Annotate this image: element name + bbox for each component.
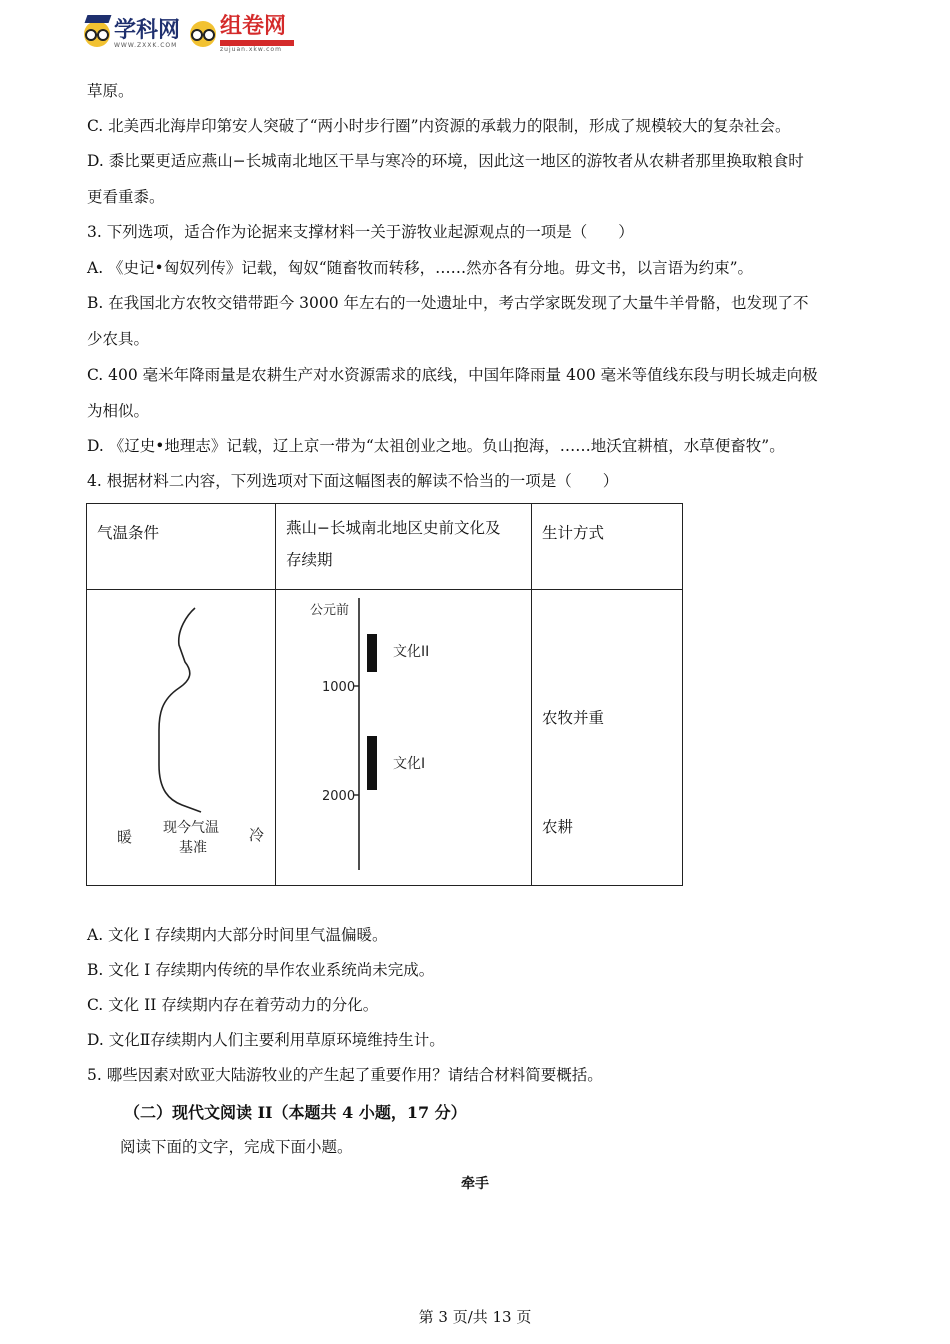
header-culture-line1: 燕山−长城南北地区史前文化及 (286, 519, 501, 537)
timeline-tick-2000-label: 2000 (322, 789, 356, 804)
temperature-curve (159, 608, 201, 812)
timeline-tick-1000-label: 1000 (322, 680, 356, 695)
timeline-top-label: 公元前 (310, 603, 350, 618)
cell-timeline-figure (276, 590, 532, 886)
logo-xuekewang-url: WWW.ZXXK.COM (114, 41, 178, 49)
graduation-cap-icon (85, 15, 112, 23)
temp-baseline-label-2: 基准 (179, 840, 207, 856)
q3-option-d: D. 《辽史•地理志》记载，辽上京一带为“太祖创业之地。负山抱海，……地沃宜耕植，水草便畜牧”。 (87, 437, 785, 455)
story-title: 牵手 (461, 1176, 489, 1192)
header-livelihood: 生计方式 (542, 524, 605, 542)
livelihood-upper: 农牧并重 (542, 709, 605, 727)
header-logo (84, 14, 294, 54)
culture-2-bar (367, 634, 377, 672)
page-number: 第 3 页/共 13 页 (418, 1308, 532, 1326)
reading-instruction: 阅读下面的文字，完成下面小题。 (120, 1138, 353, 1156)
q4-option-c: C. 文化 II 存续期内存在着劳动力的分化。 (87, 996, 379, 1014)
temp-cold-label: 冷 (249, 826, 265, 844)
logo-xuekewang (114, 17, 181, 49)
header-cell-livelihood (532, 504, 683, 590)
culture-1-bar (367, 736, 377, 790)
q3-option-a: A. 《史记•匈奴列传》记载，匈奴“随畜牧而转移，……然亦各有分地。毋文书，以言语为约束”。 (87, 259, 754, 277)
q3-option-b: B. 在我国北方农牧交错带距今 3000 年左右的一处遗址中，考古学家既发现了大量牛羊骨骼，也发现了不 (87, 294, 809, 312)
q4-option-d: D. 文化Ⅱ存续期内人们主要利用草原环境维持生计。 (87, 1031, 445, 1049)
text-line: 少农具。 (87, 330, 150, 348)
header-cell-culture (276, 504, 532, 590)
owl-mascot-icon (84, 21, 110, 47)
text-line: 更看重黍。 (87, 188, 165, 206)
question-3: 3. 下列选项，适合作为论据来支撑材料一关于游牧业起源观点的一项是（ ） (87, 223, 634, 241)
cell-temperature-figure (87, 590, 276, 886)
question-4: 4. 根据材料二内容，下列选项对下面这幅图表的解读不恰当的一项是（ ） (87, 472, 619, 490)
header-temperature: 气温条件 (97, 524, 160, 542)
section-title: （二）现代文阅读 II（本题共 4 小题，17 分） (124, 1103, 467, 1122)
header-culture-line2: 存续期 (286, 551, 333, 569)
logo-zujuanwang-url: zujuan.xkw.com (220, 45, 282, 53)
q4-option-b: B. 文化 I 存续期内传统的旱作农业系统尚未完成。 (87, 961, 435, 979)
timeline-figure (276, 590, 531, 885)
text-line: 为相似。 (87, 402, 150, 420)
livelihood-lower: 农耕 (542, 818, 574, 836)
q3-option-c: C. 400 毫米年降雨量是农耕生产对水资源需求的底线，中国年降雨量 400 毫米等值线东段与明长城走向极 (87, 366, 818, 384)
header-cell-temperature (87, 504, 276, 590)
temperature-curve-figure (87, 590, 275, 885)
logo-zujuanwang-text: 组卷网 (220, 13, 287, 39)
option-d-prev: D. 黍比粟更适应燕山−长城南北地区干旱与寒冷的环境，因此这一地区的游牧者从农耕者那里换取粮食时 (87, 152, 804, 170)
chart-table (86, 503, 683, 886)
kid-mascot-icon (190, 21, 216, 47)
culture-1-label: 文化I (393, 756, 426, 772)
culture-2-label: 文化II (393, 644, 430, 660)
question-5: 5. 哪些因素对欧亚大陆游牧业的产生起了重要作用？请结合材料简要概括。 (87, 1066, 603, 1084)
cell-livelihood (532, 590, 683, 886)
text-line: 草原。 (87, 82, 134, 100)
temp-warm-label: 暖 (117, 828, 133, 846)
option-c-prev: C. 北美西北海岸印第安人突破了“两小时步行圈”内资源的承载力的限制，形成了规模较大的复杂社会。 (87, 117, 791, 135)
temp-baseline-label-1: 现今气温 (163, 820, 219, 836)
logo-zujuanwang (220, 13, 294, 53)
header-culture (276, 504, 531, 584)
q4-option-a: A. 文化 I 存续期内大部分时间里气温偏暖。 (87, 926, 388, 944)
logo-xuekewang-text: 学科网 (114, 17, 181, 43)
